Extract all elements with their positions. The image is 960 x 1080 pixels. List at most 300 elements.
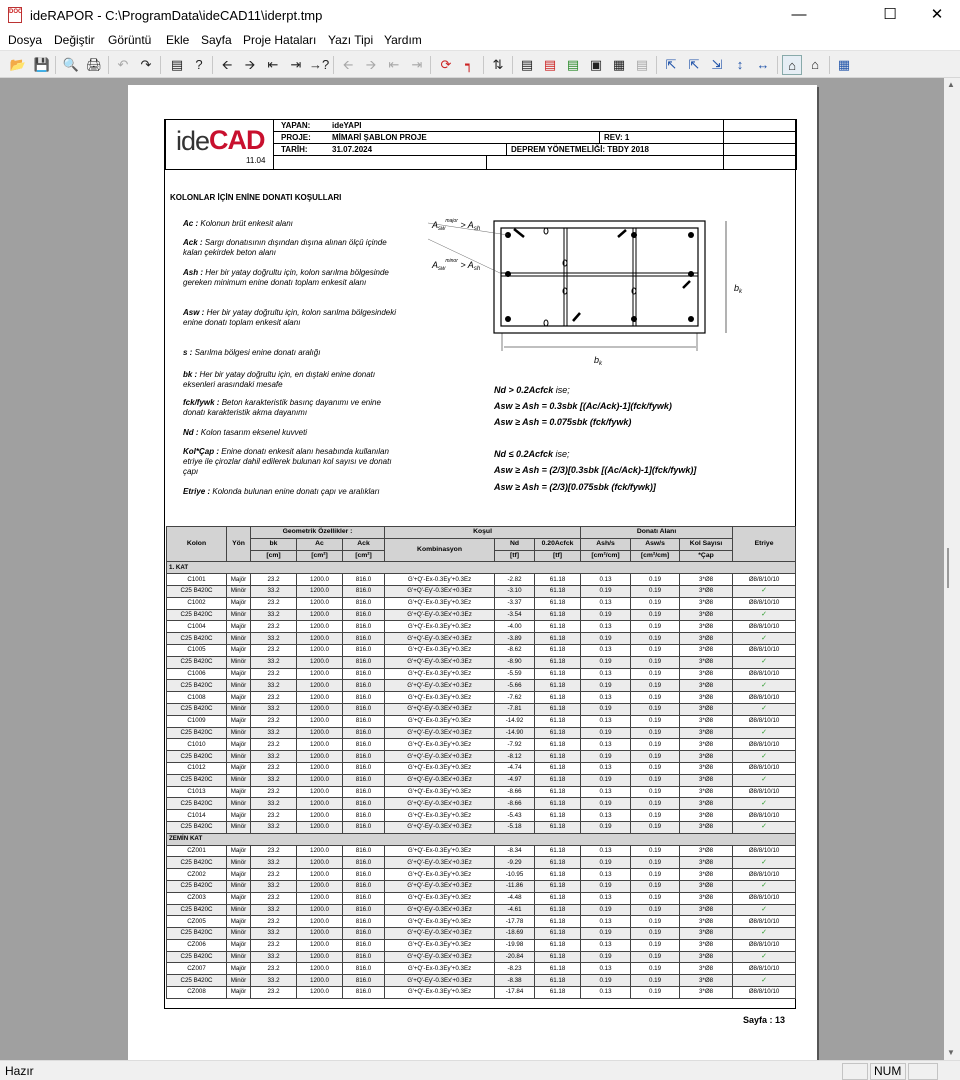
- table-cell: 3*Ø8: [680, 597, 733, 609]
- table-cell: 23.2: [251, 715, 297, 727]
- table-cell: -5.18: [495, 821, 535, 833]
- table-cell: -19.98: [495, 939, 535, 951]
- condition-1: Nd > 0.2Acfck ise;: [494, 385, 570, 395]
- table-cell: 23.2: [251, 762, 297, 774]
- formula-1: Asw ≥ Ash = 0.3sbk [(Ac/Ack)-1](fck/fywk): [494, 401, 672, 411]
- check-icon: ✓: [733, 975, 796, 987]
- table-cell: -8.23: [495, 963, 535, 975]
- page-layout-icon[interactable]: ▤: [520, 57, 534, 72]
- menu-degistir[interactable]: Değiştir: [54, 33, 95, 47]
- table-cell: 816.0: [343, 751, 385, 763]
- table-cell: 0.19: [631, 597, 680, 609]
- table-cell: 1200.0: [297, 680, 343, 692]
- table-cell: 1200.0: [297, 951, 343, 963]
- check-icon: ✓: [733, 727, 796, 739]
- check-icon: ✓: [733, 821, 796, 833]
- document-viewport[interactable]: [0, 78, 944, 1060]
- table-cell: -8.90: [495, 656, 535, 668]
- table-cell: 3*Ø8: [680, 963, 733, 975]
- table-cell: C1014: [167, 810, 227, 822]
- table-row: [167, 786, 796, 798]
- table-cell: 23.2: [251, 668, 297, 680]
- svg-text:bk: $b_k$: [734, 283, 743, 295]
- table-cell: 0.19: [581, 774, 631, 786]
- close-button[interactable]: ✕: [930, 6, 944, 23]
- table-row: [167, 904, 796, 916]
- column-section-diagram: [428, 213, 748, 367]
- table-cell: 61.18: [535, 975, 581, 987]
- table-cell: G'+Q'-Ex-0.3Ey'+0.3Ez: [385, 739, 495, 751]
- forward-icon[interactable]: 🡪: [365, 57, 377, 72]
- table-cell: 0.19: [631, 987, 680, 999]
- table-cell: 0.13: [581, 963, 631, 975]
- table-cell: 0.19: [631, 692, 680, 704]
- vertical-scrollbar[interactable]: [944, 78, 960, 1060]
- print-icon[interactable]: 🖨: [85, 57, 103, 72]
- table-cell: G'+Q'-Ey'-0.3Ex'+0.3Ez: [385, 857, 495, 869]
- table-cell: 23.2: [251, 892, 297, 904]
- table-cell: 33.2: [251, 585, 297, 597]
- table-row: [167, 928, 796, 940]
- table-cell: C25 B420C: [167, 727, 227, 739]
- table-cell: 0.19: [581, 609, 631, 621]
- table-cell: -4.97: [495, 774, 535, 786]
- table-cell: Minör: [227, 798, 251, 810]
- table-cell: Majör: [227, 597, 251, 609]
- table-cell: G'+Q'-Ex-0.3Ey'+0.3Ez: [385, 786, 495, 798]
- back-start-icon[interactable]: ⇤: [388, 57, 400, 72]
- table-row: [167, 798, 796, 810]
- table-cell: 3*Ø8: [680, 810, 733, 822]
- rev-value: REV: 1: [599, 132, 629, 144]
- table-cell: -17.78: [495, 916, 535, 928]
- table-cell: 61.18: [535, 727, 581, 739]
- menu-yazi-tipi[interactable]: Yazı Tipi: [328, 33, 374, 47]
- check-icon: ✓: [733, 798, 796, 810]
- table-cell: Ø8/8/10/10: [733, 644, 796, 656]
- table-cell: -4.00: [495, 621, 535, 633]
- table-cell: 0.19: [631, 633, 680, 645]
- table-cell: 61.18: [535, 574, 581, 586]
- table-cell: 33.2: [251, 951, 297, 963]
- report-header: ide CAD 11.04 YAPAN: ideYAPI PROJE: MİMARİ ŞABLON PROJE REV: 1 TARİH: 31.07.2024 DEPREM YÖNETMELİĞİ: TBDY 2018: [165, 119, 797, 170]
- table-icon[interactable]: ▦: [612, 57, 626, 72]
- table-cell: 0.13: [581, 574, 631, 586]
- last-page-icon[interactable]: ⇥: [290, 57, 302, 72]
- table-cell: 3*Ø8: [680, 821, 733, 833]
- table-cell: 33.2: [251, 609, 297, 621]
- table-cell: 0.19: [631, 668, 680, 680]
- table-cell: G'+Q'-Ey'-0.3Ex'+0.3Ez: [385, 680, 495, 692]
- maximize-button[interactable]: ☐: [883, 6, 897, 23]
- table-row: [167, 880, 796, 892]
- table-cell: 61.18: [535, 739, 581, 751]
- table-cell: 0.13: [581, 621, 631, 633]
- table-cell: 3*Ø8: [680, 975, 733, 987]
- status-panel: [842, 1063, 868, 1080]
- table-cell: 33.2: [251, 633, 297, 645]
- table-cell: C25 B420C: [167, 751, 227, 763]
- formula-3: Asw ≥ Ash = (2/3)[0.3sbk [(Ac/Ack)-1](fck/fywk)]: [494, 465, 697, 475]
- table-cell: Ø8/8/10/10: [733, 668, 796, 680]
- table-row: [167, 845, 796, 857]
- table-cell: 816.0: [343, 951, 385, 963]
- zoom-page-icon[interactable]: ⇲: [711, 57, 723, 72]
- table-cell: 33.2: [251, 727, 297, 739]
- first-page-icon[interactable]: ⇤: [267, 57, 279, 72]
- table-cell: 61.18: [535, 892, 581, 904]
- print-preview-icon[interactable]: 🔍: [62, 57, 80, 72]
- vertical-size-icon[interactable]: ↕: [736, 57, 744, 72]
- table-cell: 61.18: [535, 621, 581, 633]
- table-cell: G'+Q'-Ey'-0.3Ex'+0.3Ez: [385, 703, 495, 715]
- table-cell: 1200.0: [297, 621, 343, 633]
- table-cell: 1200.0: [297, 751, 343, 763]
- check-icon: ✓: [733, 585, 796, 597]
- table-row: [167, 975, 796, 987]
- table-cell: 0.13: [581, 715, 631, 727]
- table-cell: C1010: [167, 739, 227, 751]
- table-cell: 33.2: [251, 798, 297, 810]
- table-cell: 1200.0: [297, 574, 343, 586]
- table-cell: 33.2: [251, 680, 297, 692]
- table-cell: 0.19: [631, 845, 680, 857]
- multi-page-icon[interactable]: ⌂: [811, 57, 819, 72]
- help-icon[interactable]: ?: [195, 57, 203, 72]
- save-icon[interactable]: 💾: [33, 57, 51, 72]
- table-cell: 1200.0: [297, 869, 343, 881]
- table-cell: Minör: [227, 727, 251, 739]
- table-cell: Majör: [227, 810, 251, 822]
- section-title: KOLONLAR İÇİN ENİNE DONATI KOŞULLARI: [170, 193, 342, 202]
- condition-2: Nd ≤ 0.2Acfck ise;: [494, 449, 570, 459]
- table-cell: 3*Ø8: [680, 644, 733, 656]
- table-cell: 816.0: [343, 845, 385, 857]
- table-cell: Minör: [227, 680, 251, 692]
- table-cell: 61.18: [535, 762, 581, 774]
- table-cell: Majör: [227, 916, 251, 928]
- table-cell: -4.74: [495, 762, 535, 774]
- table-cell: 816.0: [343, 585, 385, 597]
- insert-icon[interactable]: ┑: [465, 57, 473, 72]
- table-cell: Majör: [227, 939, 251, 951]
- table-cell: 0.13: [581, 810, 631, 822]
- table-cell: 0.19: [631, 574, 680, 586]
- table-cell: 816.0: [343, 692, 385, 704]
- table-cell: 0.19: [631, 963, 680, 975]
- group-row: ZEMİN KAT: [167, 833, 796, 845]
- table-cell: 33.2: [251, 774, 297, 786]
- definition-s: s : Sarılma bölgesi enine donatı aralığı: [183, 348, 321, 357]
- table-cell: -7.92: [495, 739, 535, 751]
- table-cell: Ø8/8/10/10: [733, 869, 796, 881]
- table-cell: 23.2: [251, 987, 297, 999]
- table-cell: 816.0: [343, 739, 385, 751]
- table-cell: CZ005: [167, 916, 227, 928]
- table-cell: 23.2: [251, 739, 297, 751]
- table-cell: 816.0: [343, 916, 385, 928]
- table-cell: Majör: [227, 574, 251, 586]
- formula-2: Asw ≥ Ash = 0.075sbk (fck/fywk): [494, 417, 632, 427]
- table-cell: 1200.0: [297, 703, 343, 715]
- open-icon[interactable]: 📂: [9, 57, 27, 72]
- table-cell: C1004: [167, 621, 227, 633]
- table-cell: 816.0: [343, 880, 385, 892]
- table-cell: 0.19: [581, 880, 631, 892]
- table-cell: -7.81: [495, 703, 535, 715]
- table-cell: 0.19: [631, 774, 680, 786]
- table-cell: G'+Q'-Ex-0.3Ey'+0.3Ez: [385, 892, 495, 904]
- table-cell: 61.18: [535, 751, 581, 763]
- table-cell: C25 B420C: [167, 585, 227, 597]
- single-page-icon[interactable]: ⌂: [782, 55, 802, 75]
- check-icon: ✓: [733, 928, 796, 940]
- table-cell: 61.18: [535, 904, 581, 916]
- table-cell: 0.19: [581, 680, 631, 692]
- table-cell: 1200.0: [297, 786, 343, 798]
- table-cell: C25 B420C: [167, 609, 227, 621]
- table-cell: -8.62: [495, 644, 535, 656]
- table-cell: 0.19: [631, 928, 680, 940]
- table-cell: 1200.0: [297, 939, 343, 951]
- table-cell: -9.29: [495, 857, 535, 869]
- table-cell: 0.13: [581, 869, 631, 881]
- table-cell: G'+Q'-Ex-0.3Ey'+0.3Ez: [385, 845, 495, 857]
- table-cell: 816.0: [343, 680, 385, 692]
- table-row: [167, 585, 796, 597]
- table-cell: 3*Ø8: [680, 727, 733, 739]
- table-cell: 61.18: [535, 585, 581, 597]
- definition-nd: Nd : Kolon tasarım eksenel kuvveti: [183, 428, 308, 437]
- table-cell: G'+Q'-Ey'-0.3Ex'+0.3Ez: [385, 774, 495, 786]
- table-cell: -2.82: [495, 574, 535, 586]
- table-cell: 33.2: [251, 975, 297, 987]
- table-cell: Ø8/8/10/10: [733, 939, 796, 951]
- table-cell: 0.19: [631, 798, 680, 810]
- table-cell: 816.0: [343, 975, 385, 987]
- menu-proje-hatalari[interactable]: Proje Hataları: [243, 33, 317, 47]
- table-cell: 61.18: [535, 668, 581, 680]
- table-cell: 0.19: [581, 951, 631, 963]
- table-cell: 816.0: [343, 633, 385, 645]
- scroll-down-icon[interactable]: ▼: [947, 1048, 955, 1057]
- table-cell: 1200.0: [297, 656, 343, 668]
- table-cell: 0.13: [581, 892, 631, 904]
- table-cell: 816.0: [343, 963, 385, 975]
- table-cell: 1200.0: [297, 644, 343, 656]
- grid-icon[interactable]: ▦: [837, 57, 851, 72]
- svg-text:bk: $b_k$: [594, 355, 603, 367]
- table-cell: 816.0: [343, 762, 385, 774]
- page-header-icon[interactable]: ▣: [589, 57, 603, 72]
- table-cell: -4.48: [495, 892, 535, 904]
- table-cell: Ø8/8/10/10: [733, 762, 796, 774]
- check-icon: ✓: [733, 904, 796, 916]
- table-cell: 816.0: [343, 798, 385, 810]
- table-cell: 0.13: [581, 644, 631, 656]
- zoom-width-icon[interactable]: ⇱: [688, 57, 700, 72]
- table-cell: 61.18: [535, 774, 581, 786]
- table-cell: G'+Q'-Ex-0.3Ey'+0.3Ez: [385, 597, 495, 609]
- table-cell: G'+Q'-Ey'-0.3Ex'+0.3Ez: [385, 656, 495, 668]
- table-cell: Ø8/8/10/10: [733, 892, 796, 904]
- table-cell: Majör: [227, 892, 251, 904]
- table-cell: 816.0: [343, 939, 385, 951]
- table-cell: 61.18: [535, 680, 581, 692]
- sort-icon[interactable]: ⇅: [492, 57, 504, 72]
- idecad-logo: ide CAD 11.04: [166, 120, 274, 169]
- table-cell: 61.18: [535, 939, 581, 951]
- check-icon: ✓: [733, 656, 796, 668]
- go-to-page-icon[interactable]: →?: [309, 57, 330, 72]
- table-cell: 1200.0: [297, 904, 343, 916]
- table-cell: 1200.0: [297, 774, 343, 786]
- table-cell: 23.2: [251, 597, 297, 609]
- page-green-icon[interactable]: ▤: [566, 57, 580, 72]
- title-bar: [0, 0, 960, 30]
- table-cell: C1001: [167, 574, 227, 586]
- table-cell: Minör: [227, 857, 251, 869]
- table-cell: Ø8/8/10/10: [733, 597, 796, 609]
- table-cell: 1200.0: [297, 633, 343, 645]
- table-cell: 3*Ø8: [680, 751, 733, 763]
- table-cell: 33.2: [251, 821, 297, 833]
- undo-icon[interactable]: ↶: [117, 57, 129, 72]
- check-icon: ✓: [733, 880, 796, 892]
- table-cell: -20.84: [495, 951, 535, 963]
- table-cell: G'+Q'-Ex-0.3Ey'+0.3Ez: [385, 715, 495, 727]
- table-cell: G'+Q'-Ex-0.3Ey'+0.3Ez: [385, 810, 495, 822]
- table-cell: 0.13: [581, 597, 631, 609]
- table-cell: Minör: [227, 951, 251, 963]
- report-page-icon[interactable]: ▤: [543, 57, 557, 72]
- table-cell: 3*Ø8: [680, 633, 733, 645]
- refresh-icon[interactable]: ⟳: [440, 57, 452, 72]
- table-cell: G'+Q'-Ey'-0.3Ex'+0.3Ez: [385, 585, 495, 597]
- table-cell: -14.92: [495, 715, 535, 727]
- definition-ack: Ack : Sargı donatısının dışından dışına alınan ölçü içinde kalan çekirdek beton alanı: [183, 238, 387, 257]
- table-cell: 0.19: [631, 703, 680, 715]
- table-row: [167, 727, 796, 739]
- table-row: [167, 692, 796, 704]
- table-cell: Majör: [227, 739, 251, 751]
- table-cell: 3*Ø8: [680, 656, 733, 668]
- minimize-button[interactable]: —: [791, 6, 807, 23]
- table-cell: 0.19: [581, 751, 631, 763]
- table-cell: C25 B420C: [167, 904, 227, 916]
- table-cell: Majör: [227, 762, 251, 774]
- table-cell: G'+Q'-Ex-0.3Ey'+0.3Ez: [385, 762, 495, 774]
- menu-goruntu[interactable]: Görüntü: [108, 33, 152, 47]
- scroll-thumb[interactable]: [947, 548, 949, 588]
- table-cell: 1200.0: [297, 963, 343, 975]
- table-row: [167, 703, 796, 715]
- table-cell: 816.0: [343, 904, 385, 916]
- table-cell: Ø8/8/10/10: [733, 845, 796, 857]
- project-value: MİMARİ ŞABLON PROJE: [332, 133, 427, 142]
- table-cell: -8.38: [495, 975, 535, 987]
- status-text: Hazır: [5, 1064, 34, 1078]
- menu-dosya[interactable]: Dosya: [8, 33, 43, 47]
- table-cell: 816.0: [343, 727, 385, 739]
- table-cell: Ø8/8/10/10: [733, 715, 796, 727]
- table-cell: C25 B420C: [167, 680, 227, 692]
- table-cell: Minör: [227, 774, 251, 786]
- table-cell: 33.2: [251, 904, 297, 916]
- check-icon: ✓: [733, 680, 796, 692]
- table-cell: 0.13: [581, 786, 631, 798]
- table-cell: G'+Q'-Ey'-0.3Ex'+0.3Ez: [385, 727, 495, 739]
- image-icon[interactable]: ▤: [635, 57, 649, 72]
- table-row: [167, 857, 796, 869]
- table-cell: -4.61: [495, 904, 535, 916]
- table-cell: 0.19: [631, 609, 680, 621]
- table-cell: 1200.0: [297, 880, 343, 892]
- transverse-reinforcement-table: Kolon Yön Geometrik Özellikler : Koşul Donatı Alanı Etriye bk Ac Ack Kombinasyon Nd 0.20Acfck Ash/s Asw/s Kol Sayısı [cm] [cm²] [cm²] [tf] [tf] [cm²/cm] [cm²/cm] *Çap 1. KAT C1001 Majör 23.2 1200.0 816.0 G'+Q'-Ex-0.3Ey'+0.3Ez -2.82 61.18 0.13 0.19 3*Ø8 Ø8/8/10/10 C25 B420C Minör 33.2 1200.0 816.0 G'+Q'-Ey'-0.3Ex'+0.3Ez -3.10 61.18 0.19 0.19 3*Ø8 ✓ C1002 Majör 23.2 1200.0 816.0 G'+Q'-Ex-0.3Ey'+0.3Ez -3.37 61.18 0.13 0.19 3*Ø8 Ø8/8/10/10 C25 B420C Minör 33.2 1200.0 816.0 G'+Q'-Ey'-0.3Ex'+0.3Ez -3.54 61.18 0.19 0.19 3*Ø8 ✓ C1004 Majör 23.2 1200.0 816.0 G'+Q'-Ex-0.3Ey'+0.3Ez -4.00 61.18 0.13 0.19 3*Ø8 Ø8/8/10/10 C25 B420C Minör 33.2 1200.0 816.0 G'+Q'-Ey'-0.3Ex'+0.3Ez -3.89 61.18 0.19 0.19 3*Ø8 ✓ C1005 Majör 23.2 1200.0 816.0 G'+Q'-Ex-0.3Ey'+0.3Ez -8.62 61.18 0.13 0.19 3*Ø8 Ø8/8/10/10 C25 B420C Minör 33.2 1200.0 816.0 G'+Q'-Ey'-0.3Ex'+0.3Ez -8.90 61.18 0.19 0.19 3*Ø8 ✓ C1006 Majör 23.2 1200.0 816.0 G'+Q'-Ex-0.3Ey'+0.3Ez -5.59 61.18 0.13 0.19 3*Ø8 Ø8/8/10/10 C25 B420C Minör 33.2 1200.0 816.0 G'+Q'-Ey'-0.3Ex'+0.3Ez -5.66 61.18 0.19 0.19 3*Ø8 ✓ C1008 Majör 23.2 1200.0 816.0 G'+Q'-Ex-0.3Ey'+0.3Ez -7.62 61.18 0.13 0.19 3*Ø8 Ø8/8/10/10 C25 B420C Minör 33.2 1200.0 816.0 G'+Q'-Ey'-0.3Ex'+0.3Ez -7.81 61.18 0.19 0.19 3*Ø8 ✓ C1009 Majör 23.2 1200.0 816.0 G'+Q'-Ex-0.3Ey'+0.3Ez -14.92 61.18 0.13 0.19 3*Ø8 Ø8/8/10/10 C25 B420C Minör 33.2 1200.0 816.0 G'+Q'-Ey'-0.3Ex'+0.3Ez -14.90 61.18 0.19 0.19 3*Ø8 ✓ C1010 Majör 23.2 1200.0 816.0 G'+Q'-Ex-0.3Ey'+0.3Ez -7.92 61.18 0.13 0.19 3*Ø8 Ø8/8/10/10 C25 B420C Minör 33.2 1200.0 816.0 G'+Q'-Ey'-0.3Ex'+0.3Ez -8.12 61.18 0.19 0.19 3*Ø8 ✓ C1012 Majör 23.2 1200.0 816.0 G'+Q'-Ex-0.3Ey'+0.3Ez -4.74 61.18 0.13 0.19 3*Ø8 Ø8/8/10/10 C25 B420C Minör 33.2 1200.0 816.0 G'+Q'-Ey'-0.3Ex'+0.3Ez -4.97 61.18 0.19 0.19 3*Ø8 ✓ C1013 Majör 23.2 1200.0 816.0 G'+Q'-Ex-0.3Ey'+0.3Ez -8.66 61.18 0.13 0.19 3*Ø8 Ø8/8/10/10 C25 B420C Minör 33.2 1200.0 816.0 G'+Q'-Ey'-0.3Ex'+0.3Ez -8.66 61.18 0.19 0.19 3*Ø8 ✓ C1014 Majör 23.2 1200.0 816.0 G'+Q'-Ex-0.3Ey'+0.3Ez -5.43 61.18 0.13 0.19 3*Ø8 Ø8/8/10/10 C25 B420C Minör 33.2 1200.0 816.0 G'+Q'-Ey'-0.3Ex'+0.3Ez -5.18 61.18 0.19 0.19 3*Ø8 ✓ ZEMİN KAT CZ001 Majör 23.2 1200.0 816.0 G'+Q'-Ex-0.3Ey'+0.3Ez -8.34 61.18 0.13 0.19 3*Ø8 Ø8/8/10/10 C25 B420C Minör 33.2 1200.0 816.0 G'+Q'-Ey'-0.3Ex'+0.3Ez -9.29 61.18 0.19 0.19 3*Ø8 ✓ CZ002 Majör 23.2 1200.0 816.0 G'+Q'-Ex-0.3Ey'+0.3Ez -10.95 61.18 0.13 0.19 3*Ø8 Ø8/8/10/10 C25 B420C Minör 33.2 1200.0 816.0 G'+Q'-Ey'-0.3Ex'+0.3Ez -11.86 61.18 0.19 0.19 3*Ø8 ✓ CZ003 Majör 23.2 1200.0 816.0 G'+Q'-Ex-0.3Ey'+0.3Ez -4.48 61.18 0.13 0.19 3*Ø8 Ø8/8/10/10 C25 B420C Minör 33.2 1200.0 816.0 G'+Q'-Ey'-0.3Ex'+0.3Ez -4.61 61.18 0.19 0.19 3*Ø8 ✓ CZ005 Majör 23.2 1200.0 816.0 G'+Q'-Ex-0.3Ey'+0.3Ez -17.78 61.18 0.13 0.19 3*Ø8 Ø8/8/10/10 C25 B420C Minör 33.2 1200.0 816.0 G'+Q'-Ey'-0.3Ex'+0.3Ez -18.69 61.18 0.19 0.19 3*Ø8 ✓ CZ006 Majör 23.2 1200.0 816.0 G'+Q'-Ex-0.3Ey'+0.3Ez -19.98 61.18 0.13 0.19 3*Ø8 Ø8/8/10/10 C25 B420C Minör 33.2 1200.0 816.0 G'+Q'-Ey'-0.3Ex'+0.3Ez -20.84 61.18 0.19 0.19 3*Ø8 ✓ CZ007 Majör 23.2 1200.0 816.0 G'+Q'-Ex-0.3Ey'+0.3Ez -8.23 61.18 0.13 0.19 3*Ø8 Ø8/8/10/10 C25 B420C Minör 33.2 1200.0 816.0 G'+Q'-Ey'-0.3Ex'+0.3Ez -8.38 61.18 0.19 0.19 3*Ø8 ✓ CZ008 Majör 23.2 1200.0 816.0 G'+Q'-Ex-0.3Ey'+0.3Ez -17.84 61.18 0.13 0.19 3*Ø8 Ø8/8/10/10: [166, 526, 796, 999]
- menu-sayfa[interactable]: Sayfa: [201, 33, 232, 47]
- table-cell: C25 B420C: [167, 857, 227, 869]
- table-cell: 61.18: [535, 880, 581, 892]
- table-cell: 0.19: [631, 821, 680, 833]
- table-cell: 61.18: [535, 703, 581, 715]
- zoom-fit-icon[interactable]: ⇱: [665, 57, 677, 72]
- forward-end-icon[interactable]: ⇥: [411, 57, 423, 72]
- table-cell: C25 B420C: [167, 951, 227, 963]
- table-cell: Minör: [227, 633, 251, 645]
- scroll-up-icon[interactable]: ▲: [947, 80, 955, 89]
- table-cell: 3*Ø8: [680, 703, 733, 715]
- definition-kol-cap: Kol*Çap : Enine donatı enkesit alanı hesabında kullanılan etriye ile çirozlar dahil edilerek bulunan kol sayısı ve donatı çapı: [183, 447, 392, 476]
- table-cell: 61.18: [535, 845, 581, 857]
- redo-icon[interactable]: ↷: [140, 57, 152, 72]
- table-cell: 0.13: [581, 692, 631, 704]
- table-cell: Majör: [227, 644, 251, 656]
- menu-ekle[interactable]: Ekle: [166, 33, 190, 47]
- table-cell: 23.2: [251, 916, 297, 928]
- table-cell: 61.18: [535, 963, 581, 975]
- table-cell: 61.18: [535, 597, 581, 609]
- table-cell: 1200.0: [297, 975, 343, 987]
- table-cell: 61.18: [535, 798, 581, 810]
- check-icon: ✓: [733, 609, 796, 621]
- table-cell: C25 B420C: [167, 821, 227, 833]
- previous-page-icon[interactable]: 🡨: [221, 57, 233, 72]
- back-icon[interactable]: 🡨: [342, 57, 354, 72]
- table-cell: 0.13: [581, 916, 631, 928]
- table-cell: 3*Ø8: [680, 916, 733, 928]
- table-cell: G'+Q'-Ey'-0.3Ex'+0.3Ez: [385, 975, 495, 987]
- table-cell: 0.13: [581, 845, 631, 857]
- menu-yardim[interactable]: Yardım: [384, 33, 422, 47]
- table-cell: 0.19: [581, 585, 631, 597]
- formula-4: Asw ≥ Ash = (2/3)[0.075sbk (fck/fywk)]: [494, 482, 656, 492]
- table-row: [167, 892, 796, 904]
- table-cell: C25 B420C: [167, 928, 227, 940]
- table-cell: G'+Q'-Ey'-0.3Ex'+0.3Ez: [385, 951, 495, 963]
- table-cell: 3*Ø8: [680, 939, 733, 951]
- table-cell: 0.19: [631, 951, 680, 963]
- table-cell: 3*Ø8: [680, 762, 733, 774]
- table-cell: -5.66: [495, 680, 535, 692]
- contents-icon[interactable]: ▤: [170, 57, 184, 72]
- next-page-icon[interactable]: 🡪: [244, 57, 256, 72]
- horizontal-size-icon[interactable]: ↔: [756, 57, 770, 72]
- table-cell: 3*Ø8: [680, 857, 733, 869]
- table-cell: G'+Q'-Ex-0.3Ey'+0.3Ez: [385, 668, 495, 680]
- table-row: [167, 751, 796, 763]
- table-cell: 816.0: [343, 869, 385, 881]
- table-cell: CZ001: [167, 845, 227, 857]
